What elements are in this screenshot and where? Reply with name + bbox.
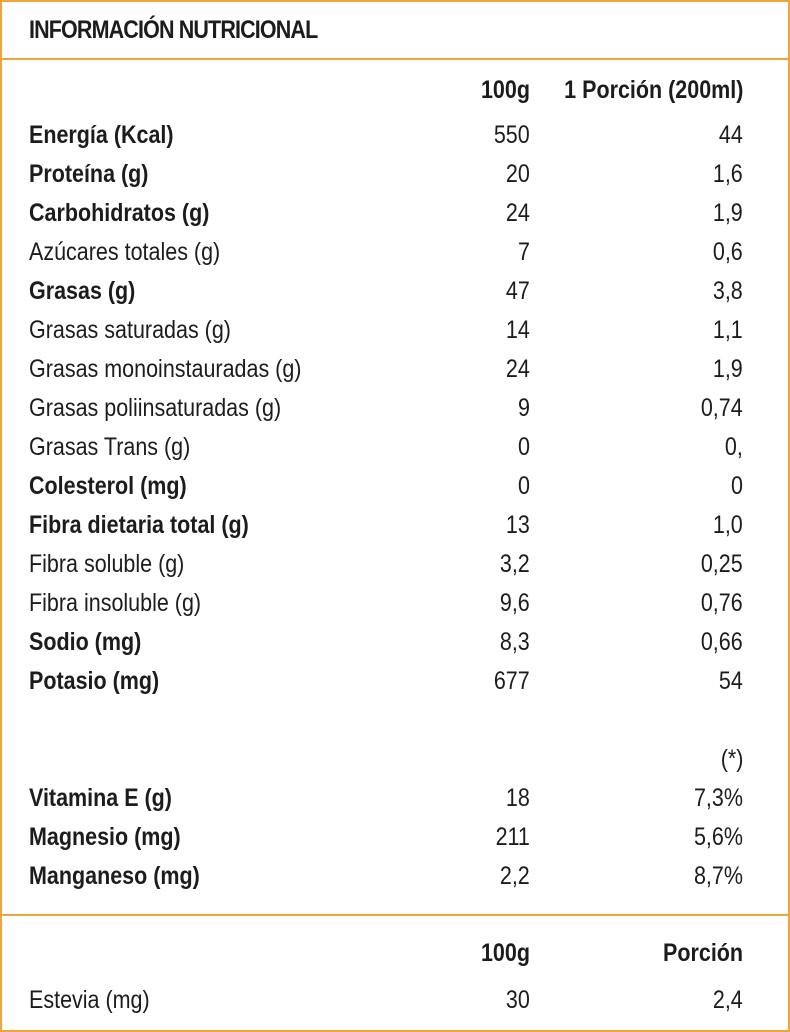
nutrient-name: Fibra dietaria total (g) bbox=[29, 511, 249, 539]
table-row bbox=[2, 586, 788, 620]
title-bar bbox=[2, 2, 788, 60]
nutrient-name: Fibra insoluble (g) bbox=[29, 589, 202, 617]
column-header bbox=[2, 73, 788, 107]
nutrient-name: Potasio (mg) bbox=[29, 667, 160, 695]
nutrient-name: Grasas saturadas (g) bbox=[29, 316, 231, 344]
vitamins-note: (*) bbox=[720, 745, 743, 773]
value-portion: 7,3% bbox=[693, 784, 743, 812]
value-portion: 0,25 bbox=[701, 550, 743, 578]
value-portion: 1,6 bbox=[713, 160, 743, 188]
value-100g: 677 bbox=[494, 667, 530, 695]
value-100g: 30 bbox=[506, 986, 530, 1014]
nutrient-name: Fibra soluble (g) bbox=[29, 550, 185, 578]
value-portion: 0, bbox=[725, 433, 743, 461]
table-row bbox=[2, 430, 788, 464]
value-100g: 9 bbox=[518, 394, 530, 422]
footer-header-portion: Porción bbox=[662, 939, 743, 967]
table-row bbox=[2, 469, 788, 503]
table-row bbox=[2, 983, 788, 1017]
nutrient-name: Grasas Trans (g) bbox=[29, 433, 191, 461]
table-row bbox=[2, 781, 788, 815]
table-row bbox=[2, 352, 788, 386]
panel-title: INFORMACIÓN NUTRICIONAL bbox=[29, 16, 318, 44]
value-100g: 18 bbox=[506, 784, 530, 812]
value-100g: 0 bbox=[518, 433, 530, 461]
value-portion: 8,7% bbox=[693, 862, 743, 890]
value-portion: 1,1 bbox=[713, 316, 743, 344]
nutrient-name: Azúcares totales (g) bbox=[29, 238, 221, 266]
table-row bbox=[2, 859, 788, 893]
value-portion: 0,74 bbox=[701, 394, 743, 422]
table-row bbox=[2, 196, 788, 230]
value-portion: 44 bbox=[719, 121, 743, 149]
nutrient-name: Energía (Kcal) bbox=[29, 121, 174, 149]
table-row bbox=[2, 313, 788, 347]
value-portion: 3,8 bbox=[713, 277, 743, 305]
value-portion: 54 bbox=[719, 667, 743, 695]
table-row bbox=[2, 547, 788, 581]
header-portion: 1 Porción (200ml) bbox=[563, 76, 743, 104]
nutrient-name: Grasas poliinsaturadas (g) bbox=[29, 394, 282, 422]
nutrient-name: Carbohidratos (g) bbox=[29, 199, 210, 227]
table-row bbox=[2, 235, 788, 269]
value-100g: 13 bbox=[506, 511, 530, 539]
value-portion: 1,0 bbox=[713, 511, 743, 539]
value-100g: 24 bbox=[506, 355, 530, 383]
table-row bbox=[2, 625, 788, 659]
value-100g: 47 bbox=[506, 277, 530, 305]
table-row bbox=[2, 820, 788, 854]
nutrient-name: Magnesio (mg) bbox=[29, 823, 181, 851]
value-100g: 7 bbox=[518, 238, 530, 266]
nutrient-name: Proteína (g) bbox=[29, 160, 149, 188]
value-100g: 3,2 bbox=[500, 550, 530, 578]
nutrient-name: Grasas (g) bbox=[29, 277, 136, 305]
value-portion: 1,9 bbox=[713, 199, 743, 227]
value-100g: 0 bbox=[518, 472, 530, 500]
footer-column-header bbox=[2, 936, 788, 970]
nutrient-name: Estevia (mg) bbox=[29, 986, 150, 1014]
header-100g: 100g bbox=[480, 76, 530, 104]
value-portion: 1,9 bbox=[713, 355, 743, 383]
nutrient-name: Colesterol (mg) bbox=[29, 472, 187, 500]
value-100g: 24 bbox=[506, 199, 530, 227]
table-row bbox=[2, 157, 788, 191]
vitamins-note-row bbox=[2, 742, 788, 776]
nutrient-name: Grasas monoinstauradas (g) bbox=[29, 355, 302, 383]
table-row bbox=[2, 664, 788, 698]
nutrient-name: Vitamina E (g) bbox=[29, 784, 172, 812]
value-100g: 9,6 bbox=[500, 589, 530, 617]
nutrient-name: Manganeso (mg) bbox=[29, 862, 200, 890]
nutrient-name: Sodio (mg) bbox=[29, 628, 142, 656]
section-divider bbox=[2, 914, 788, 916]
value-100g: 8,3 bbox=[500, 628, 530, 656]
table-row bbox=[2, 118, 788, 152]
value-100g: 14 bbox=[506, 316, 530, 344]
table-row bbox=[2, 391, 788, 425]
value-100g: 2,2 bbox=[500, 862, 530, 890]
table-row bbox=[2, 274, 788, 308]
footer-header-100g: 100g bbox=[480, 939, 530, 967]
value-100g: 550 bbox=[494, 121, 530, 149]
value-portion: 0,66 bbox=[701, 628, 743, 656]
value-portion: 0,6 bbox=[713, 238, 743, 266]
value-portion: 5,6% bbox=[693, 823, 743, 851]
value-100g: 211 bbox=[495, 823, 530, 851]
value-portion: 0,76 bbox=[701, 589, 743, 617]
table-row bbox=[2, 508, 788, 542]
value-portion: 2,4 bbox=[713, 986, 743, 1014]
value-portion: 0 bbox=[731, 472, 743, 500]
value-100g: 20 bbox=[506, 160, 530, 188]
